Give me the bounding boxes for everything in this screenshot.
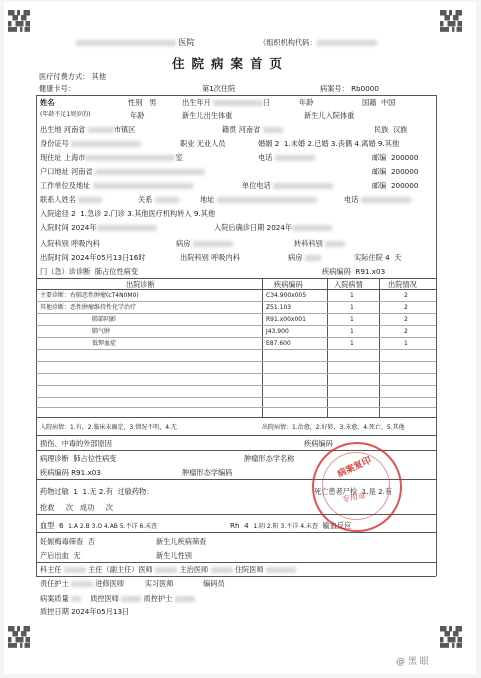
infant-age-note: (年龄不足1周岁的) <box>40 111 91 118</box>
col-header-admit: 入院病情 <box>334 280 363 289</box>
corner-qr-bottom-right <box>440 626 462 648</box>
table-row-code: E87.600 <box>266 340 291 347</box>
tumor-morph-name-label: 肿瘤形态学名称 <box>244 454 295 463</box>
quality-row: 病案质量 质控医师 质控护士 <box>40 595 195 602</box>
id-number-field: 身份证号 <box>40 140 141 147</box>
table-row-dx: 低钾血症 <box>92 340 117 347</box>
payment-label: 医疗付费方式： 其他 <box>39 72 107 81</box>
table-row-admit: 1 <box>350 328 354 335</box>
tumor-morph-code-label: 肿瘤形态学编码 <box>182 468 233 477</box>
health-card-label: 健康卡号： <box>39 84 75 93</box>
ward-field: 病房 <box>176 240 233 247</box>
allergy-field: 药物过敏 1 1.无 2.有 过敏药物： <box>40 487 154 496</box>
hospital-name: 医院 <box>76 39 195 47</box>
signature-row-2: 责任护士 进修医师 实习医师 编码员 <box>40 579 225 588</box>
qc-date-field: 质控日期 2024年05月13日 <box>40 607 130 616</box>
work-phone-field: 单位电话 <box>242 182 333 189</box>
contact-address-field: 地址 <box>200 196 317 203</box>
name-label: 姓名 <box>40 98 55 107</box>
table-row-code: J43.900 <box>266 328 289 335</box>
pathology-code-field: 疾病编码 R91.x03 <box>40 468 101 477</box>
record-no: 病案号： Rb0000 <box>320 84 379 93</box>
newborn-sex-label: 新生儿性别 <box>156 551 192 560</box>
form-title: 住院病案首页 <box>172 56 290 71</box>
table-row-code: Z51.103 <box>266 304 292 311</box>
table-row-dx: 肺部阴影 <box>92 316 117 323</box>
blood-type-field: 血型 6 1.A 2.B 3.O 4.AB 5.不详 6.未查 <box>40 521 158 530</box>
work-address-field: 工作单位及地址 <box>40 182 193 189</box>
medical-record-sheet <box>4 2 476 674</box>
table-row-out: 2 <box>404 316 408 323</box>
autopsy-field: 死亡患者尸检 1.是 2.有 <box>314 487 393 496</box>
opd-dx-field: 门（急）诊诊断 肺占位性病变 <box>40 267 139 276</box>
syphilis-screen-field: 妊娠梅毒筛查 否 <box>40 537 95 546</box>
postpartum-field: 产后出血 无 <box>40 551 81 560</box>
table-row-out: 1 <box>404 340 408 347</box>
table-row-out: 2 <box>404 292 408 299</box>
table-row-admit: 1 <box>350 292 354 299</box>
newborn-screen-label: 新生儿疾病筛查 <box>156 537 207 546</box>
contact-phone-field: 电话 <box>344 196 411 203</box>
nationality-field: 国籍 中国 <box>362 98 396 107</box>
current-address-field: 现住址 上海市 室 <box>40 153 183 162</box>
birth-field: 出生年月 日 <box>182 98 271 107</box>
watermark: @ 黑 眼 <box>396 657 429 667</box>
work-zip-field: 邮编 200000 <box>372 181 419 190</box>
col-header-out: 出院情况 <box>388 280 417 289</box>
org-code: （组织机构代码： <box>259 39 377 46</box>
infant-age-label: 年龄 <box>130 111 145 120</box>
table-row-code: C34.900x005 <box>266 292 307 299</box>
phone-field: 电话 <box>258 154 315 161</box>
injury-code-label: 疾病编码 <box>304 439 333 448</box>
table-row-out: 2 <box>404 304 408 311</box>
table-row-dx: 主要诊断：右肺恶性肿瘤(cT4N0M0) <box>40 292 139 299</box>
sex-field: 性别 男 <box>128 98 157 107</box>
table-row-admit: 1 <box>350 304 354 311</box>
transfer-dept-field: 转科科别 <box>294 240 345 247</box>
col-header-dx: 出院诊断 <box>126 280 155 289</box>
marriage-field: 婚姻 2 1.未婚 2.已婚 3.丧偶 4.离婚 9.其他 <box>258 139 400 148</box>
col-header-code: 疾病编码 <box>274 280 303 289</box>
corner-qr-bottom-left <box>8 626 30 648</box>
contact-name-field: 联系人姓名 <box>40 196 102 203</box>
pathology-dx-field: 病理诊断 肺占位性病变 <box>40 454 117 463</box>
stay-days-field: 实际住院 4 天 <box>354 253 402 262</box>
corner-qr-top-left <box>8 10 30 32</box>
rh-field: Rh 4 1.阴 2.阳 3.不详 4.未查 输血反应 <box>230 521 352 530</box>
signature-row-1: 科主任 主任（副主任）医师 主治医师 住院医师 <box>40 566 296 573</box>
ethnicity-field: 民族 汉族 <box>374 125 408 134</box>
admit-route-field: 入院途径 2 1.急诊 2.门诊 3.其他医疗机构转入 9.其他 <box>40 209 216 218</box>
discharge-time-field: 出院时间 2024年05月13日16时 <box>40 253 146 262</box>
birthplace-field: 出生地 河南省 市镇区 <box>40 125 136 134</box>
admission-count: 第1次住院 <box>202 84 236 93</box>
table-row-dx: 肺气肿 <box>92 328 111 335</box>
table-row-admit: 1 <box>350 340 354 347</box>
discharge-dept-field: 出院科别 呼吸内科 <box>180 253 240 262</box>
admit-dept-field: 入院科别 呼吸内科 <box>40 239 100 248</box>
table-row-out: 2 <box>404 328 408 335</box>
injury-cause-label: 损伤、中毒的外部原因 <box>40 439 112 448</box>
admit-time-field: 入院时间 2024年 <box>40 224 157 231</box>
admit-state-legend: 入院病情：1.有，2.临床未确定，3.情况不明，4.无 <box>40 424 177 431</box>
record-copy-stamp: 病案复印 专用章 <box>312 442 402 532</box>
rescue-field: 抢救 次 成功 次 <box>40 503 113 512</box>
table-row-admit: 1 <box>350 316 354 323</box>
newborn-admit-weight-label: 新生儿入院体重 <box>304 111 355 120</box>
table-row-dx: 其他诊断：恶性肿瘤维持性化学治疗 <box>40 304 137 311</box>
hukou-zip-field: 邮编 200000 <box>372 167 419 176</box>
opd-dx-code-field: 疾病编码 R91.x03 <box>322 267 386 276</box>
occupation-field: 职业 无业人员 <box>180 139 226 148</box>
age-field: 年龄 <box>299 98 314 107</box>
out-state-legend: 出院病情：1.治愈，2.好转，3.未愈，4.死亡，5.其他 <box>262 424 405 431</box>
corner-qr-top-right <box>440 10 462 32</box>
post-admit-dx-date: 入院后确诊日期 2024年 <box>214 224 332 231</box>
newborn-weight-label: 新生儿出生体重 <box>182 111 233 120</box>
relation-field: 关系 <box>138 196 179 203</box>
zip-field: 邮编 200000 <box>372 153 419 162</box>
table-row-code: R91.x00x001 <box>266 316 306 323</box>
hukou-address-field: 户口地址 河南省 <box>40 168 205 175</box>
native-place-field: 籍贯 河南省 <box>222 126 283 133</box>
discharge-ward-field: 病房 <box>288 254 321 261</box>
